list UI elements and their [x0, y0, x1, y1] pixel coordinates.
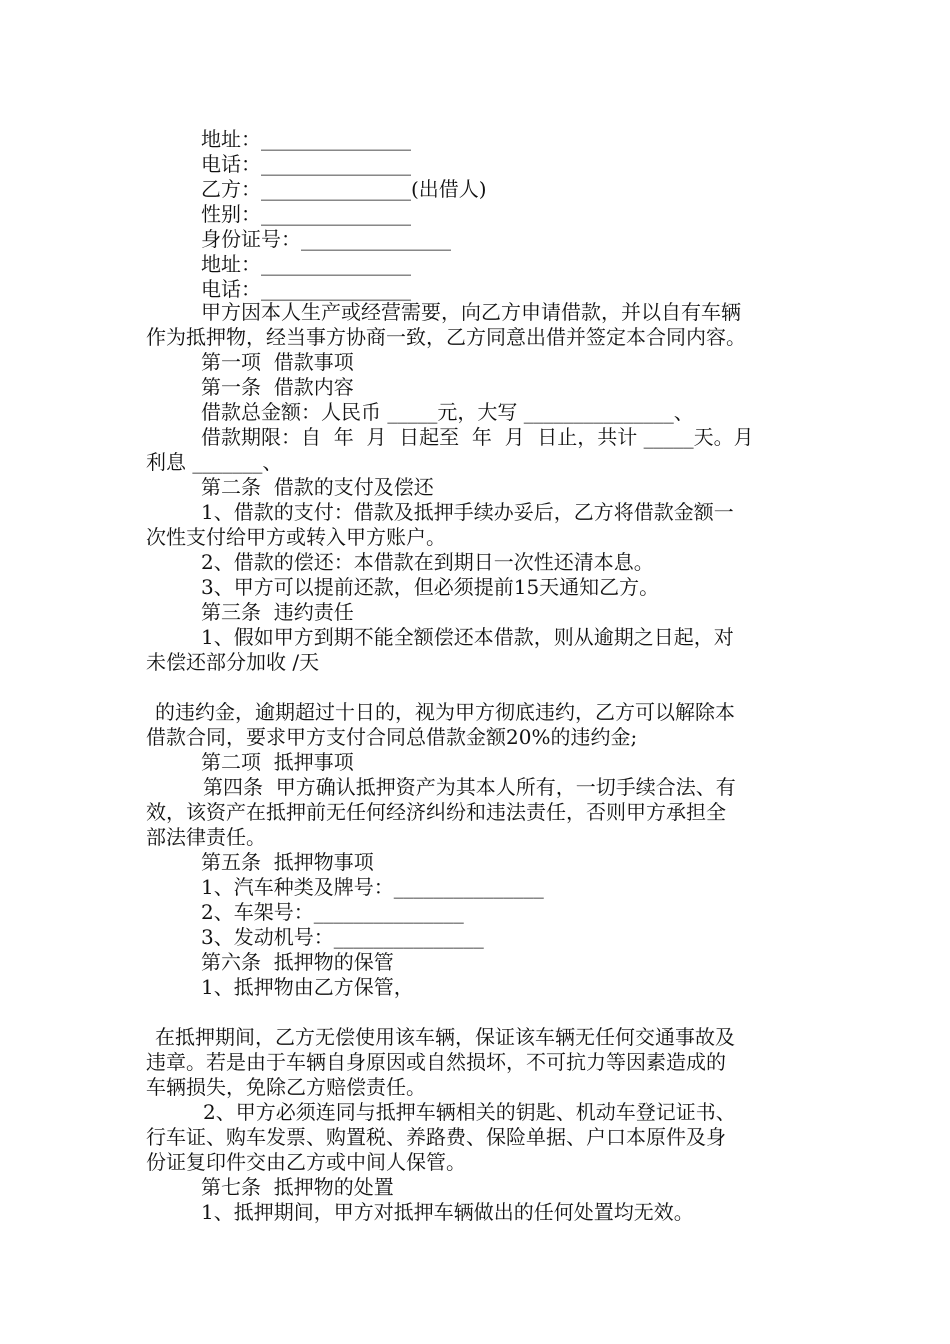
article-3-heading: 第三条 违约责任 — [201, 600, 354, 624]
article-4-line-2: 效，该资产在抵押前无任何经济纠纷和违法责任，否则甲方承担全 — [146, 800, 726, 824]
disposal-clause: 1、抵押期间，甲方对抵押车辆做出的任何处置均无效。 — [201, 1200, 694, 1224]
vehicle-type-plate-line: 1、汽车种类及牌号：_______________ — [201, 875, 544, 899]
article-6-heading: 第六条 抵押物的保管 — [201, 950, 394, 974]
custody-clause-line-3: 违章。若是由于车辆自身原因或自然损坏，不可抗力等因素造成的 — [146, 1050, 726, 1074]
repayment-clause: 2、借款的偿还：本借款在到期日一次性还清本息。 — [201, 550, 654, 574]
party-a-phone-line: 电话：_______________ — [201, 152, 411, 176]
article-5-heading: 第五条 抵押物事项 — [201, 850, 374, 874]
vin-line: 2、车架号：_______________ — [201, 900, 464, 924]
loan-term-line: 借款期限：自 年 月 日起至 年 月 日止，共计 _____天。月 — [201, 425, 754, 449]
default-clause-line-4: 借款合同，要求甲方支付合同总借款金额20%的违约金; — [146, 725, 638, 749]
article-1-heading: 第一条 借款内容 — [201, 375, 354, 399]
loan-amount-line: 借款总金额：人民币 _____元，大写 _______________、 — [201, 400, 694, 424]
party-b-address-line: 地址：_______________ — [201, 252, 411, 276]
payment-clause-line-1: 1、借款的支付：借款及抵押手续办妥后，乙方将借款金额一 — [201, 500, 734, 524]
documents-clause-line-1: 2、甲方必须连同与抵押车辆相关的钥匙、机动车登记证书、 — [203, 1100, 736, 1124]
preamble-line-2: 作为抵押物，经当事方协商一致，乙方同意出借并签定本合同内容。 — [146, 325, 746, 349]
party-a-address-line: 地址：_______________ — [201, 127, 411, 151]
section-2-heading: 第二项 抵押事项 — [201, 750, 354, 774]
party-b-gender-line: 性别：_______________ — [201, 202, 411, 226]
article-4-line-1: 第四条 甲方确认抵押资产为其本人所有，一切手续合法、有 — [203, 775, 736, 799]
payment-clause-line-2: 次性支付给甲方或转入甲方账户。 — [146, 525, 446, 549]
custody-clause-line-1: 1、抵押物由乙方保管， — [201, 975, 414, 999]
engine-number-line: 3、发动机号：_______________ — [201, 925, 484, 949]
early-repayment-clause: 3、甲方可以提前还款，但必须提前15天通知乙方。 — [201, 575, 660, 599]
custody-clause-line-4: 车辆损失，免除乙方赔偿责任。 — [146, 1075, 426, 1099]
article-2-heading: 第二条 借款的支付及偿还 — [201, 475, 434, 499]
party-b-id-line: 身份证号：_______________ — [201, 227, 451, 251]
article-7-heading: 第七条 抵押物的处置 — [201, 1175, 394, 1199]
article-4-line-3: 部法律责任。 — [146, 825, 266, 849]
documents-clause-line-3: 份证复印件交由乙方或中间人保管。 — [146, 1150, 466, 1174]
party-b-phone-line: 电话：_______________ — [201, 277, 411, 301]
default-clause-line-1: 1、假如甲方到期不能全额偿还本借款，则从逾期之日起，对 — [201, 625, 734, 649]
documents-clause-line-2: 行车证、购车发票、购置税、养路费、保险单据、户口本原件及身 — [146, 1125, 726, 1149]
default-clause-line-3: 的违约金，逾期超过十日的，视为甲方彻底违约，乙方可以解除本 — [155, 700, 735, 724]
party-b-name-line: 乙方：_______________(出借人) — [201, 177, 487, 201]
default-clause-line-2: 未偿还部分加收 /天 — [146, 650, 320, 674]
custody-clause-line-2: 在抵押期间，乙方无偿使用该车辆，保证该车辆无任何交通事故及 — [155, 1025, 735, 1049]
interest-line: 利息 _______、 — [146, 450, 283, 474]
preamble-line-1: 甲方因本人生产或经营需要，向乙方申请借款，并以自有车辆 — [201, 300, 741, 324]
section-1-heading: 第一项 借款事项 — [201, 350, 354, 374]
